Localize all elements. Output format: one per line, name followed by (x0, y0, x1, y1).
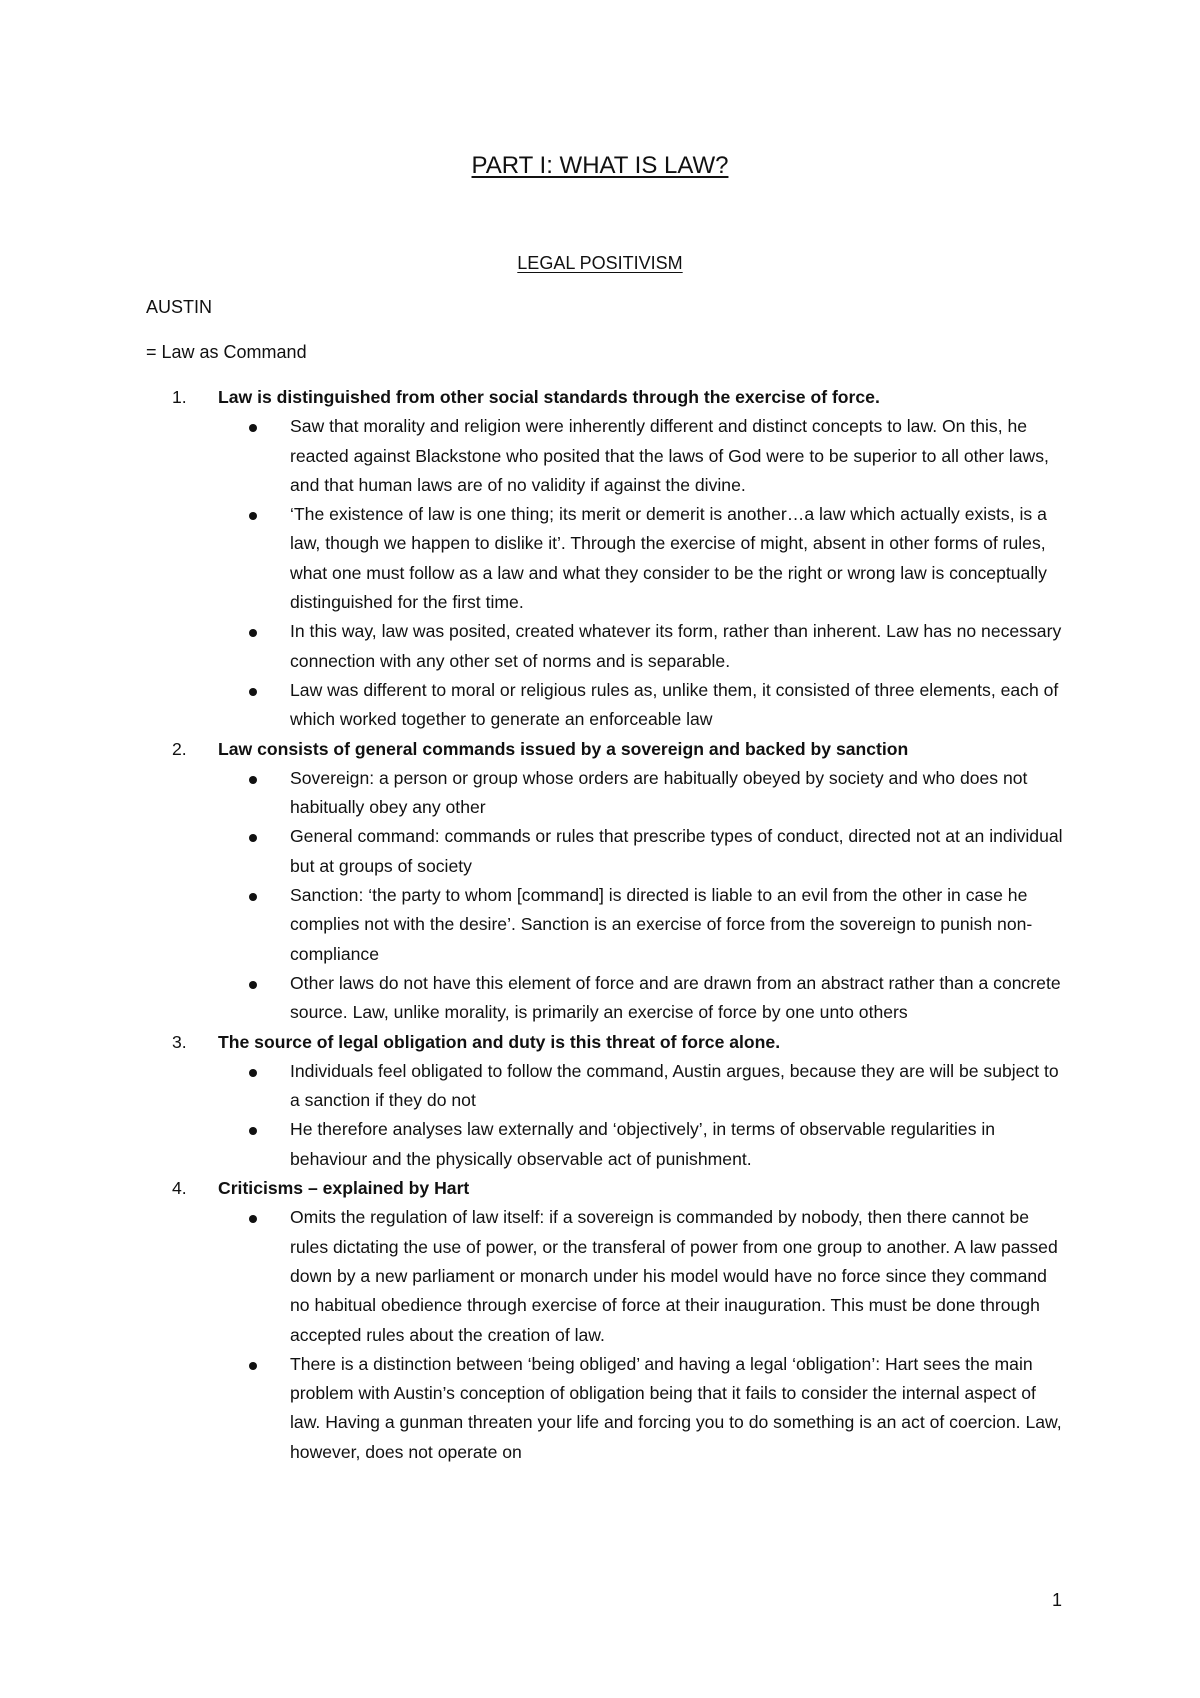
point-heading: Law consists of general commands issued by a sovereign and backed by sanction (218, 738, 909, 759)
bullet-text: Sovereign: a person or group whose orders are habitually obeyed by society and who does not habitually obey any other (290, 767, 1028, 818)
bullet-dot-icon (249, 1215, 257, 1223)
bullet-text: Other laws do not have this element of force and are drawn from an abstract rather than a concrete source. Law, unlike morality, is primarily an exercise of force by one unto others (290, 972, 1061, 1023)
bullet-item (218, 764, 1066, 823)
point-number: 2. (172, 738, 187, 759)
bullet-dot-icon (249, 776, 257, 784)
bullet-text: Law was different to moral or religious rules as, unlike them, it consisted of three elements, each of which worked together to generate an enforceable law (290, 679, 1059, 730)
bullet-text: There is a distinction between ‘being obliged’ and having a legal ‘obligation’: Hart sees the main problem with Austin’s conception of obligation being that it fails to consider the internal aspect of law. Having a gunman threaten your life and forcing you to do something is an act of coercion. Law, however, does not operate on (290, 1353, 1062, 1462)
bullet-list (218, 764, 1066, 1028)
bullet-item (218, 500, 1066, 617)
bullet-text: ‘The existence of law is one thing; its merit or demerit is another…a law which actually exists, is a law, though we happen to dislike it’. Through the exercise of might, absent in other forms of rules, what one must follow as a law and what they consider to be the right or wrong law is conceptually distinguished for the first time. (290, 504, 1047, 613)
bullet-item (218, 617, 1066, 676)
bullet-item (218, 1203, 1066, 1349)
bullet-list (218, 1057, 1066, 1174)
bullet-item (218, 1350, 1066, 1467)
bullet-item (218, 1115, 1066, 1174)
point-heading: The source of legal obligation and duty is this threat of force alone. (218, 1031, 781, 1052)
bullet-text: Saw that morality and religion were inherently different and distinct concepts to law. On this, he reacted against Blackstone who posited that the laws of God were to be superior to all other laws, and that human laws are of no validity if against the divine. (290, 416, 1049, 495)
point-heading: Criticisms – explained by Hart (218, 1178, 470, 1199)
outline-point (146, 1028, 1066, 1174)
section-heading: AUSTIN (146, 297, 213, 317)
bullet-dot-icon (249, 981, 257, 989)
bullet-item (218, 881, 1066, 969)
bullet-dot-icon (249, 893, 257, 901)
page-title: PART I: WHAT IS LAW? (471, 152, 729, 179)
bullet-item (218, 822, 1066, 881)
point-number: 3. (172, 1031, 187, 1052)
point-number: 1. (172, 387, 187, 407)
bullet-text: He therefore analyses law externally and ‘objectively’, in terms of observable regularities in behaviour and the physically observable act of punishment. (290, 1119, 996, 1169)
bullet-item (218, 1057, 1066, 1116)
bullet-list (218, 1203, 1066, 1467)
bullet-dot-icon (249, 688, 257, 696)
bullet-text: Sanction: ‘the party to whom [command] is directed is liable to an evil from the other in case he complies not with the desire’. Sanction is an exercise of force from the sovereign to punish non-compliance (290, 885, 1033, 964)
bullet-dot-icon (249, 629, 257, 637)
bullet-text: General command: commands or rules that prescribe types of conduct, directed not at an individual but at groups of society (290, 826, 1063, 876)
section-subtitle: LEGAL POSITIVISM (517, 253, 683, 273)
intro-line: = Law as Command (146, 342, 307, 362)
bullet-text: In this way, law was posited, created whatever its form, rather than inherent. Law has no necessary connection with any other set of norms and is separable. (290, 621, 1062, 671)
bullet-item (218, 969, 1066, 1028)
bullet-dot-icon (249, 1127, 257, 1135)
bullet-item (218, 412, 1066, 500)
numbered-outline (146, 383, 1066, 1467)
bullet-text: Omits the regulation of law itself: if a sovereign is commanded by nobody, then there cannot be rules dictating the use of power, or the transferal of power from one group to another. A law passed down by a new parliament or monarch under his model would have no force since they command no habitual obedience through exercise of force at their inauguration. This must be done through accepted rules about the creation of law. (290, 1207, 1058, 1345)
outline-point (146, 1174, 1066, 1467)
point-heading: Law is distinguished from other social standards through the exercise of force. (218, 387, 880, 407)
outline-point (146, 735, 1066, 1028)
bullet-dot-icon (249, 1362, 257, 1370)
bullet-dot-icon (249, 1069, 257, 1077)
bullet-list (218, 412, 1066, 734)
bullet-item (218, 676, 1066, 735)
outline-point (146, 383, 1066, 735)
page-number: 1 (1052, 1590, 1063, 1610)
bullet-text: Individuals feel obligated to follow the command, Austin argues, because they are will be subject to a sanction if they do not (290, 1060, 1059, 1111)
bullet-dot-icon (249, 512, 257, 520)
point-number: 4. (172, 1178, 187, 1199)
bullet-dot-icon (249, 424, 257, 432)
bullet-dot-icon (249, 834, 257, 842)
